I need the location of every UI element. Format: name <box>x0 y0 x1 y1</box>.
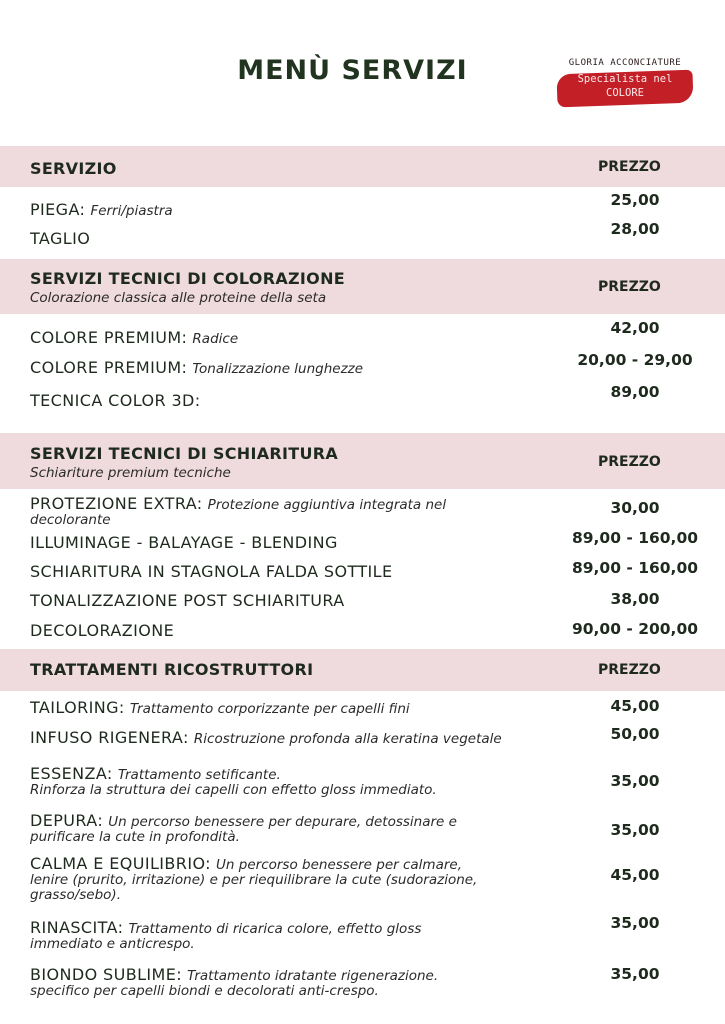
service-price: 20,00 - 29,00 <box>577 351 693 369</box>
service-name: PIEGA: <box>30 200 86 219</box>
list-item <box>30 621 590 640</box>
service-description: Ricostruzione profonda alla keratina vegetale <box>193 731 502 747</box>
logo-brand-name: GLORIA ACCONCIATURE <box>568 58 682 68</box>
section-header-trattamenti <box>0 649 725 691</box>
service-description: Tonalizzazione lunghezze <box>192 361 364 377</box>
service-price: 35,00 <box>610 965 660 983</box>
service-price: 45,00 <box>610 697 660 715</box>
logo-tagline-1: Specialista nel <box>577 73 673 85</box>
service-name: ESSENZA: <box>30 764 113 783</box>
page-title: MENÙ SERVIZI <box>237 55 468 86</box>
price-column-label: PREZZO <box>598 662 661 678</box>
service-description: Ferri/piastra <box>90 203 173 219</box>
service-description: Un percorso benessere per depurare, detossinare e <box>108 814 457 830</box>
service-price: 35,00 <box>610 772 660 790</box>
list-item <box>30 918 590 952</box>
list-item <box>30 811 590 845</box>
service-name: SCHIARITURA IN STAGNOLA FALDA SOTTILE <box>30 562 393 581</box>
service-description-cont: specifico per capelli biondi e decolorati anti-crespo. <box>30 983 379 999</box>
service-price: 25,00 <box>610 191 660 209</box>
service-name: TONALIZZAZIONE POST SCHIARITURA <box>30 591 345 610</box>
list-item <box>30 328 590 347</box>
service-description: Trattamento di ricarica colore, effetto gloss <box>128 921 422 937</box>
service-description-cont: Rinforza la struttura dei capelli con effetto gloss immediato. <box>30 782 437 798</box>
price-column-label: PREZZO <box>598 454 661 470</box>
service-price: 89,00 - 160,00 <box>571 559 699 577</box>
price-column-label: PREZZO <box>598 159 661 175</box>
service-price: 35,00 <box>610 914 660 932</box>
service-name: DEPURA: <box>30 811 104 830</box>
service-description: Un percorso benessere per calmare, <box>216 857 463 873</box>
service-description: Radice <box>192 331 239 347</box>
service-price: 35,00 <box>610 821 660 839</box>
section-header-servizio <box>0 146 725 187</box>
service-description-cont: grasso/sebo). <box>30 887 121 903</box>
service-name: TAGLIO <box>30 229 91 248</box>
service-description-cont: purificare la cute in profondità. <box>30 829 240 845</box>
section-header-colorazione <box>0 259 725 314</box>
service-price: 38,00 <box>610 590 660 608</box>
service-description-cont: lenire (prurito, irritazione) e per riequilibrare la cute (sudorazione, <box>30 872 478 888</box>
service-name: TAILORING: <box>30 698 125 717</box>
service-price: 89,00 <box>610 383 660 401</box>
service-name: COLORE PREMIUM: <box>30 328 188 347</box>
service-name: COLORE PREMIUM: <box>30 358 188 377</box>
list-item <box>30 562 590 581</box>
service-description: Trattamento corporizzante per capelli fini <box>129 701 410 717</box>
service-description-cont: immediato e anticrespo. <box>30 936 195 952</box>
service-price: 42,00 <box>610 319 660 337</box>
list-item <box>30 229 590 248</box>
list-item <box>30 728 590 747</box>
list-item <box>30 854 590 903</box>
list-item <box>30 591 590 610</box>
service-price: 30,00 <box>610 499 660 517</box>
service-description: Trattamento setificante. <box>117 767 281 783</box>
service-description: Protezione aggiuntiva integrata nel <box>207 497 447 513</box>
section-subheading: Schiariture premium tecniche <box>30 465 231 481</box>
list-item <box>30 764 590 798</box>
service-name: RINASCITA: <box>30 918 124 937</box>
section-heading: TRATTAMENTI RICOSTRUTTORI <box>30 660 314 679</box>
section-header-schiaritura <box>0 433 725 489</box>
service-price: 50,00 <box>610 725 660 743</box>
salon-logo <box>555 58 700 108</box>
service-description-cont: decolorante <box>30 512 111 528</box>
service-price: 90,00 - 200,00 <box>571 620 699 638</box>
section-subheading: Colorazione classica alle proteine della seta <box>30 290 327 306</box>
service-name: INFUSO RIGENERA: <box>30 728 189 747</box>
price-column-label: PREZZO <box>598 279 661 295</box>
service-price: 89,00 - 160,00 <box>571 529 699 547</box>
list-item <box>30 494 590 528</box>
service-name: DECOLORAZIONE <box>30 621 175 640</box>
service-price: 45,00 <box>610 866 660 884</box>
service-description: Trattamento idratante rigenerazione. <box>187 968 439 984</box>
service-name: ILLUMINAGE - BALAYAGE - BLENDING <box>30 533 338 552</box>
list-item <box>30 200 590 219</box>
service-price: 28,00 <box>610 220 660 238</box>
service-name: CALMA E EQUILIBRIO: <box>30 854 211 873</box>
section-heading: SERVIZIO <box>30 159 117 178</box>
list-item <box>30 533 590 552</box>
service-name: TECNICA COLOR 3D: <box>30 391 201 410</box>
list-item <box>30 391 590 410</box>
service-name: BIONDO SUBLIME: <box>30 965 183 984</box>
logo-tagline-2: COLORE <box>606 87 644 99</box>
list-item <box>30 698 590 717</box>
list-item <box>30 358 590 377</box>
list-item <box>30 965 590 999</box>
section-heading: SERVIZI TECNICI DI COLORAZIONE <box>30 269 345 288</box>
service-name: PROTEZIONE EXTRA: <box>30 494 203 513</box>
section-heading: SERVIZI TECNICI DI SCHIARITURA <box>30 444 339 463</box>
